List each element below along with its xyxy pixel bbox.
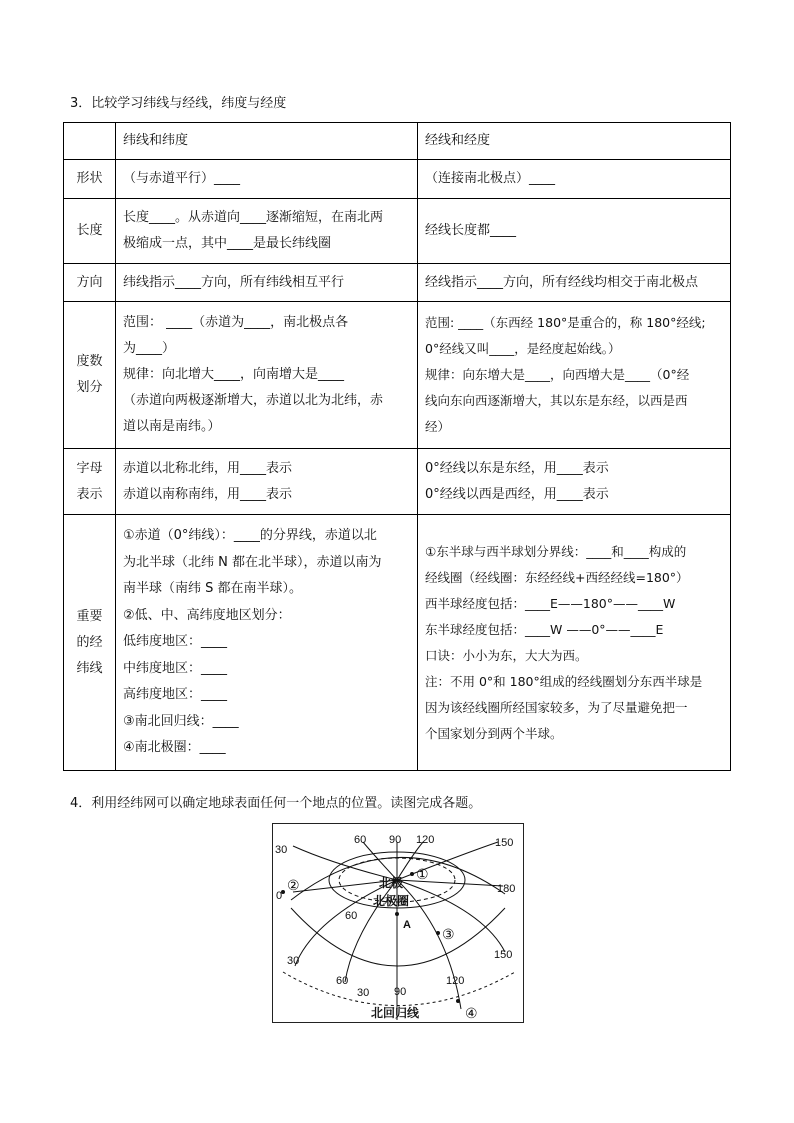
- text-line: 东半球经度包括：____W ——0°——____E: [425, 621, 664, 637]
- label-150-right: 150: [494, 949, 513, 961]
- row-label-shape: 形状: [64, 160, 116, 199]
- label-180: 180: [497, 883, 516, 895]
- comparison-table: [63, 122, 731, 771]
- table-row-important: [64, 515, 731, 771]
- text-line: 经）: [425, 419, 451, 434]
- cell-degree-lat: [116, 302, 418, 449]
- label-60-mid: 60: [345, 910, 358, 922]
- table-row-length: [64, 199, 731, 264]
- label-line: 划分: [76, 380, 103, 395]
- text-line: 为____）: [123, 341, 176, 356]
- text-line: ①东半球与西半球划分界线：____和____构成的: [425, 543, 687, 559]
- label-90-top: 90: [389, 834, 402, 846]
- header-empty-cell: [64, 123, 116, 160]
- point-1-dot: [410, 872, 414, 876]
- text-line: 高纬度地区：____: [123, 687, 228, 703]
- table-header-row: [64, 123, 731, 160]
- header-latitude: 纬线和纬度: [116, 123, 418, 160]
- table-row-shape: [64, 160, 731, 199]
- label-line: 重要: [76, 608, 103, 624]
- label-60-bottom: 60: [336, 975, 349, 987]
- label-line: 的经: [76, 634, 103, 650]
- label-0: 0: [276, 890, 283, 902]
- text-line: 0°经线以西是西经，用____表示: [425, 486, 609, 502]
- cell-shape-lon: （连接南北极点）____: [418, 160, 731, 199]
- header-longitude: 经线和经度: [418, 123, 731, 160]
- label-150-top: 150: [495, 837, 514, 849]
- marker-2: ②: [287, 877, 300, 893]
- text-line: 极缩成一点，其中____是最长纬线圈: [123, 236, 332, 251]
- label-north-pole: 北极: [379, 876, 404, 890]
- label-30-bottom: 30: [287, 955, 300, 967]
- marker-4: ④: [465, 1005, 478, 1021]
- label-tropic: 北回归线: [371, 1006, 420, 1020]
- table-row-degree: [64, 302, 731, 449]
- label-60-top: 60: [354, 834, 367, 846]
- label-30-latitude: 30: [357, 987, 370, 999]
- text-line: ②低、中、高纬度地区划分：: [123, 607, 291, 623]
- text-line: 经线圈（经线圈：东经经线+西经经线=180°）: [425, 569, 689, 585]
- text-line: 规律：向北增大____，向南增大是____: [123, 367, 345, 382]
- label-arctic-circle: 北极圈: [373, 894, 410, 908]
- cell-length-lon: 经线长度都____: [418, 199, 731, 264]
- text-line: 为北半球（北纬 N 都在北半球），赤道以南为: [123, 554, 382, 570]
- cell-important-lon: [418, 515, 731, 771]
- text-line: 长度____。从赤道向____逐渐缩短，在南北两: [123, 210, 384, 225]
- text-line: 中纬度地区：____: [123, 660, 228, 676]
- cell-degree-lon: [418, 302, 731, 449]
- label-90-bottom: 90: [394, 986, 407, 998]
- text-line: 南半球（南纬 S 都在南半球）。: [123, 581, 303, 597]
- point-3-dot: [436, 931, 440, 935]
- question-3-title: 3．比较学习纬线与经线，纬度与经度: [70, 96, 287, 111]
- text-line: 范围: ____（东西经 180°是重合的，称 180°经线;: [425, 315, 706, 330]
- table-row-letter: [64, 449, 731, 515]
- text-line: 0°经线又叫____，是经度起始线。）: [425, 341, 621, 356]
- table-row-direction: [64, 264, 731, 302]
- point-a-dot: [395, 912, 399, 916]
- label-line: 表示: [76, 486, 103, 502]
- cell-direction-lat: 纬线指示____方向，所有纬线相互平行: [116, 264, 418, 302]
- graticule-figure: [272, 823, 524, 1023]
- label-point-a: A: [403, 919, 411, 931]
- text-line: 因为该经线圈所经国家较多，为了尽量避免把一: [425, 699, 688, 715]
- text-line: ①赤道（0°纬线）：____的分界线，赤道以北: [123, 528, 377, 544]
- marker-3: ③: [442, 926, 455, 942]
- text-line: 0°经线以东是东经，用____表示: [425, 460, 609, 476]
- row-label-letter: [64, 449, 116, 515]
- label-30-top: 30: [275, 844, 288, 856]
- cell-direction-lon: 经线指示____方向，所有经线均相交于南北极点: [418, 264, 731, 302]
- text-line: 注：不用 0°和 180°组成的经线圈划分东西半球是: [425, 673, 703, 689]
- point-4-dot: [456, 999, 460, 1003]
- text-line: 赤道以北称北纬，用____表示: [123, 460, 293, 476]
- text-line: （赤道向两极逐渐增大，赤道以北为北纬，赤: [123, 393, 384, 408]
- label-line: 字母: [76, 460, 103, 476]
- label-120-top: 120: [416, 834, 435, 846]
- cell-important-lat: [116, 515, 418, 771]
- text-line: 低纬度地区：____: [123, 634, 228, 650]
- text-line: ③南北回归线：____: [123, 713, 239, 729]
- text-line: 个国家划分到两个半球。: [425, 725, 563, 741]
- label-line: 度数: [76, 354, 103, 369]
- text-line: 道以南是南纬。）: [123, 419, 221, 434]
- label-line: 纬线: [76, 660, 103, 676]
- text-line: 规律：向东增大是____，向西增大是____（0°经: [425, 367, 690, 382]
- text-line: 口诀：小小为东，大大为西。: [425, 647, 588, 663]
- text-line: 西半球经度包括：____E——180°——____W: [425, 595, 676, 611]
- marker-1: ①: [416, 866, 429, 882]
- row-label-degree: [64, 302, 116, 449]
- label-120-bottom: 120: [446, 975, 465, 987]
- cell-letter-lon: [418, 449, 731, 515]
- row-label-length: 长度: [64, 199, 116, 264]
- row-label-direction: 方向: [64, 264, 116, 302]
- text-line: ④南北极圈：____: [123, 740, 226, 756]
- cell-letter-lat: [116, 449, 418, 515]
- meridian: [295, 880, 397, 966]
- point-markers: [281, 872, 460, 1003]
- text-line: 范围： ____（赤道为____，南北极点各: [123, 315, 349, 330]
- text-line: 赤道以南称南纬，用____表示: [123, 486, 293, 502]
- cell-shape-lat: （与赤道平行）____: [116, 160, 418, 199]
- graticule-map: [273, 824, 522, 1021]
- row-label-important: [64, 515, 116, 771]
- question-4-title: 4．利用经纬网可以确定地球表面任何一个地点的位置。读图完成各题。: [70, 796, 482, 811]
- text-line: 线向东向西逐渐增大，其以东是东经，以西是西: [425, 393, 688, 408]
- cell-length-lat: [116, 199, 418, 264]
